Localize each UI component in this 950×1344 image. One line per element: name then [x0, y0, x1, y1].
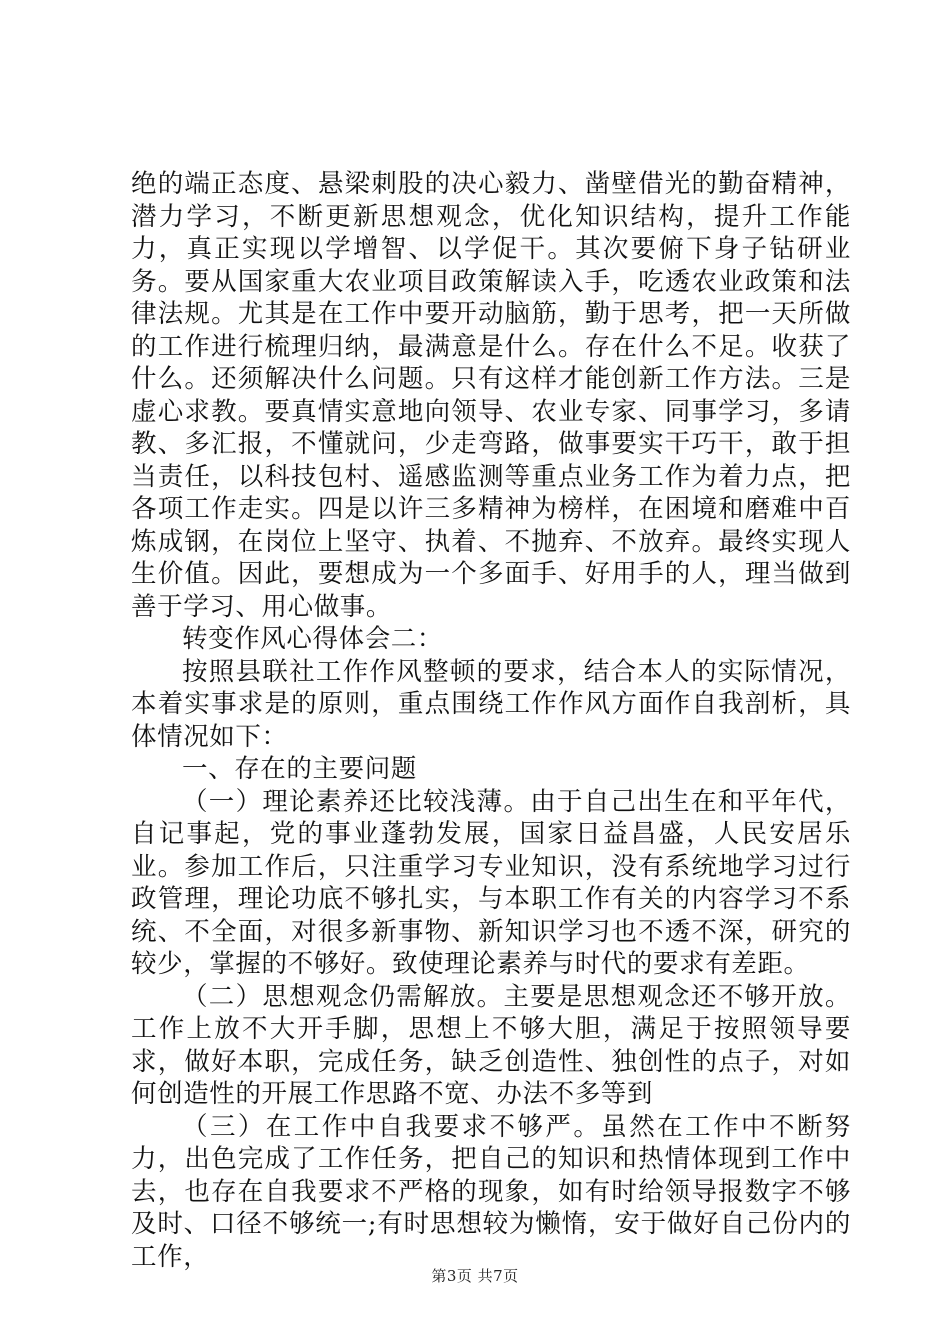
paragraph-item-2: （二）思想观念仍需解放。主要是思想观念还不够开放。工作上放不大开手脚，思想上不够大胆，满足于按照领导要求，做好本职，完成任务，缺乏创造性、独创性的点子，对如何创造性的开展工作思路不宽、办法不多等到	[131, 981, 851, 1109]
section-heading: 转变作风心得体会二：	[182, 624, 444, 654]
paragraph-item-1: （一）理论素养还比较浅薄。由于自己出生在和平年代，自记事起，党的事业蓬勃发展，国家日益昌盛，人民安居乐业。参加工作后，只注重学习专业知识，没有系统地学习过行政管理，理论功底不够扎实，与本职工作有关的内容学习不系统、不全面，对很多新事物、新知识学习也不透不深，研究的较少，掌握的不够好。致使理论素养与时代的要求有差距。	[131, 786, 851, 979]
paragraph-intro: 按照县联社工作作风整顿的要求，结合本人的实际情况，本着实事求是的原则，重点围绕工作作风方面作自我剖析，具体情况如下：	[131, 656, 851, 752]
paragraph-item-3: （三）在工作中自我要求不够严。虽然在工作中不断努力，出色完成了工作任务，把自己的知识和热情体现到工作中去，也存在自我要求不严格的现象，如有时给领导报数字不够及时、口径不够统一;有时思想较为懒惰，安于做好自己份内的工作，	[131, 1111, 851, 1272]
subsection-heading: 一、存在的主要问题	[182, 754, 417, 784]
paragraph-continued: 绝的端正态度、悬梁刺股的决心毅力、凿壁借光的勤奋精神，潜力学习，不断更新思想观念，优化知识结构，提升工作能力，真正实现以学增智、以学促干。其次要俯下身子钻研业务。要从国家重大农业项目政策解读入手，吃透农业政策和法律法规。尤其是在工作中要开动脑筋，勤于思考，把一天所做的工作进行梳理归纳，最满意是什么。存在什么不足。收获了什么。还须解决什么问题。只有这样才能创新工作方法。三是虚心求教。要真情实意地向领导、农业专家、同事学习，多请教、多汇报，不懂就问，少走弯路，做事要实干巧干，敢于担当责任，以科技包村、遥感监测等重点业务工作为着力点，把各项工作走实。四是以许三多精神为榜样，在困境和磨难中百炼成钢，在岗位上坚守、执着、不抛弃、不放弃。最终实现人生价值。因此，要想成为一个多面手、好用手的人，理当做到善于学习、用心做事。	[131, 169, 851, 622]
page-footer: 第3页 共7页	[431, 1267, 519, 1285]
document-body	[131, 168, 851, 1273]
